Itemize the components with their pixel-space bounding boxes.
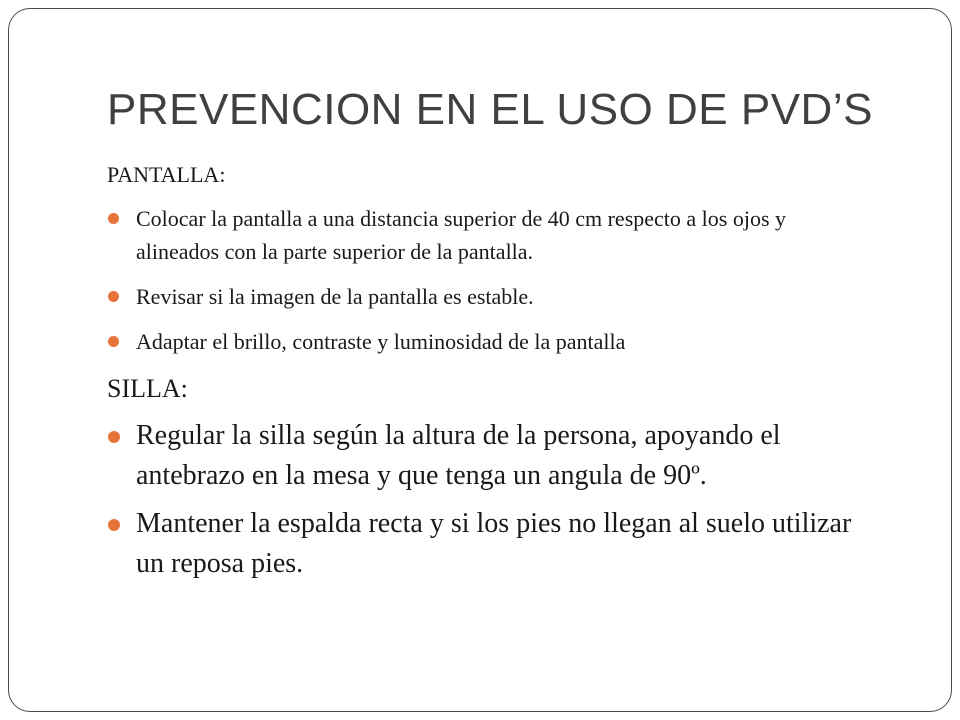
bullet-icon xyxy=(108,431,120,443)
list-item xyxy=(107,416,867,496)
list-item xyxy=(107,325,867,358)
slide-title: PREVENCION EN EL USO DE PVD’S xyxy=(107,85,873,134)
bullet-icon xyxy=(108,336,119,347)
bullet-icon xyxy=(108,291,119,302)
slide-content xyxy=(107,160,867,592)
bullet-text: Adaptar el brillo, contraste y luminosidad de la pantalla xyxy=(136,329,626,354)
bullet-list-pantalla xyxy=(107,202,867,358)
bullet-icon xyxy=(108,519,120,531)
bullet-text: Mantener la espalda recta y si los pies no llegan al suelo utilizar un reposa pies. xyxy=(136,508,852,579)
list-item xyxy=(107,202,867,268)
list-item xyxy=(107,280,867,313)
list-item xyxy=(107,504,867,584)
bullet-list-silla xyxy=(107,416,867,584)
bullet-text: Regular la silla según la altura de la persona, apoyando el antebrazo en la mesa y que tenga un angula de 90º. xyxy=(136,420,781,491)
bullet-text: Colocar la pantalla a una distancia superior de 40 cm respecto a los ojos y alineados con la parte superior de la pantalla. xyxy=(136,206,787,264)
bullet-icon xyxy=(108,213,119,224)
bullet-text: Revisar si la imagen de la pantalla es estable. xyxy=(136,284,534,309)
section-heading-pantalla: PANTALLA: xyxy=(107,162,226,187)
section-heading-silla: SILLA: xyxy=(107,374,188,403)
